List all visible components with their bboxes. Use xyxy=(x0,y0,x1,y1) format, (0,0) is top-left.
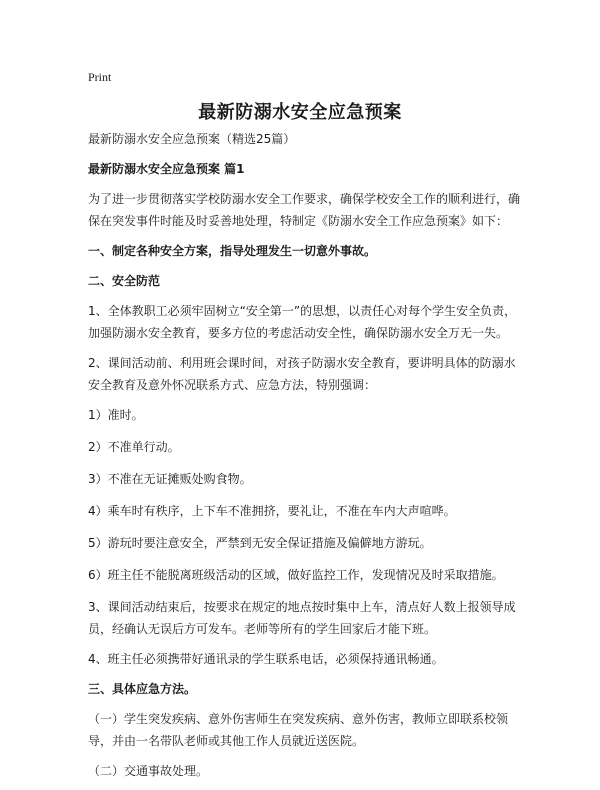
list-item: 3）不准在无证摊贩处购食物。 xyxy=(88,472,252,486)
section-heading-3: 三、具体应急方法。 xyxy=(88,682,197,696)
page-title: 最新防溺水安全应急预案 xyxy=(198,102,402,123)
print-label: Print xyxy=(88,70,112,84)
paragraph-2: 2、课间活动前、利用班会课时间，对孩子防溺水安全教育，要讲明具体的防溺水安全教育及意外怀况联系方式、应急方法，特别强调： xyxy=(88,356,516,392)
method-2: （二）交通事故处理。 xyxy=(88,764,209,778)
document-subtitle: 最新防溺水安全应急预案（精选25篇） xyxy=(88,132,296,146)
section-heading-2: 二、安全防范 xyxy=(88,274,161,288)
list-item: 5）游玩时要注意安全，严禁到无安全保证措施及偏僻地方游玩。 xyxy=(88,536,432,550)
paragraph-3: 3、课间活动结束后，按要求在规定的地点按时集中上车，清点好人数上报领导成员，经确认无误后方可发车。老师等所有的学生回家后才能下班。 xyxy=(88,600,516,636)
section-heading-1: 一、制定各种安全方案，指导处理发生一切意外事故。 xyxy=(88,244,377,258)
intro-paragraph: 为了进一步贯彻落实学校防溺水安全工作要求，确保学校安全工作的顺利进行，确保在突发事件时能及时妥善地处理，特制定《防溺水安全工作应急预案》如下： xyxy=(88,192,521,228)
part-heading: 最新防溺水安全应急预案 篇1 xyxy=(88,162,245,176)
list-item: 6）班主任不能脱离班级活动的区域，做好监控工作，发现情况及时采取措施。 xyxy=(88,568,504,582)
list-item: 1）准时。 xyxy=(88,408,144,422)
paragraph-4: 4、班主任必须携带好通讯录的学生联系电话，必须保持通讯畅通。 xyxy=(88,652,444,666)
list-item: 2）不准单行动。 xyxy=(88,440,180,454)
method-1: （一）学生突发疾病、意外伤害师生在突发疾病、意外伤害，教师立即联系校领导，并由一名带队老师或其他工作人员就近送医院。 xyxy=(88,712,509,748)
paragraph-1: 1、全体教职工必须牢固树立“安全第一”的思想，以责任心对每个学生安全负责，加强防溺水安全教育，要多方位的考虑活动安全性，确保防溺水安全万无一失。 xyxy=(88,304,517,340)
document-body xyxy=(88,128,520,790)
list-item: 4）乘车时有秩序，上下车不准拥挤，要礼让，不准在车内大声喧哗。 xyxy=(88,504,456,518)
